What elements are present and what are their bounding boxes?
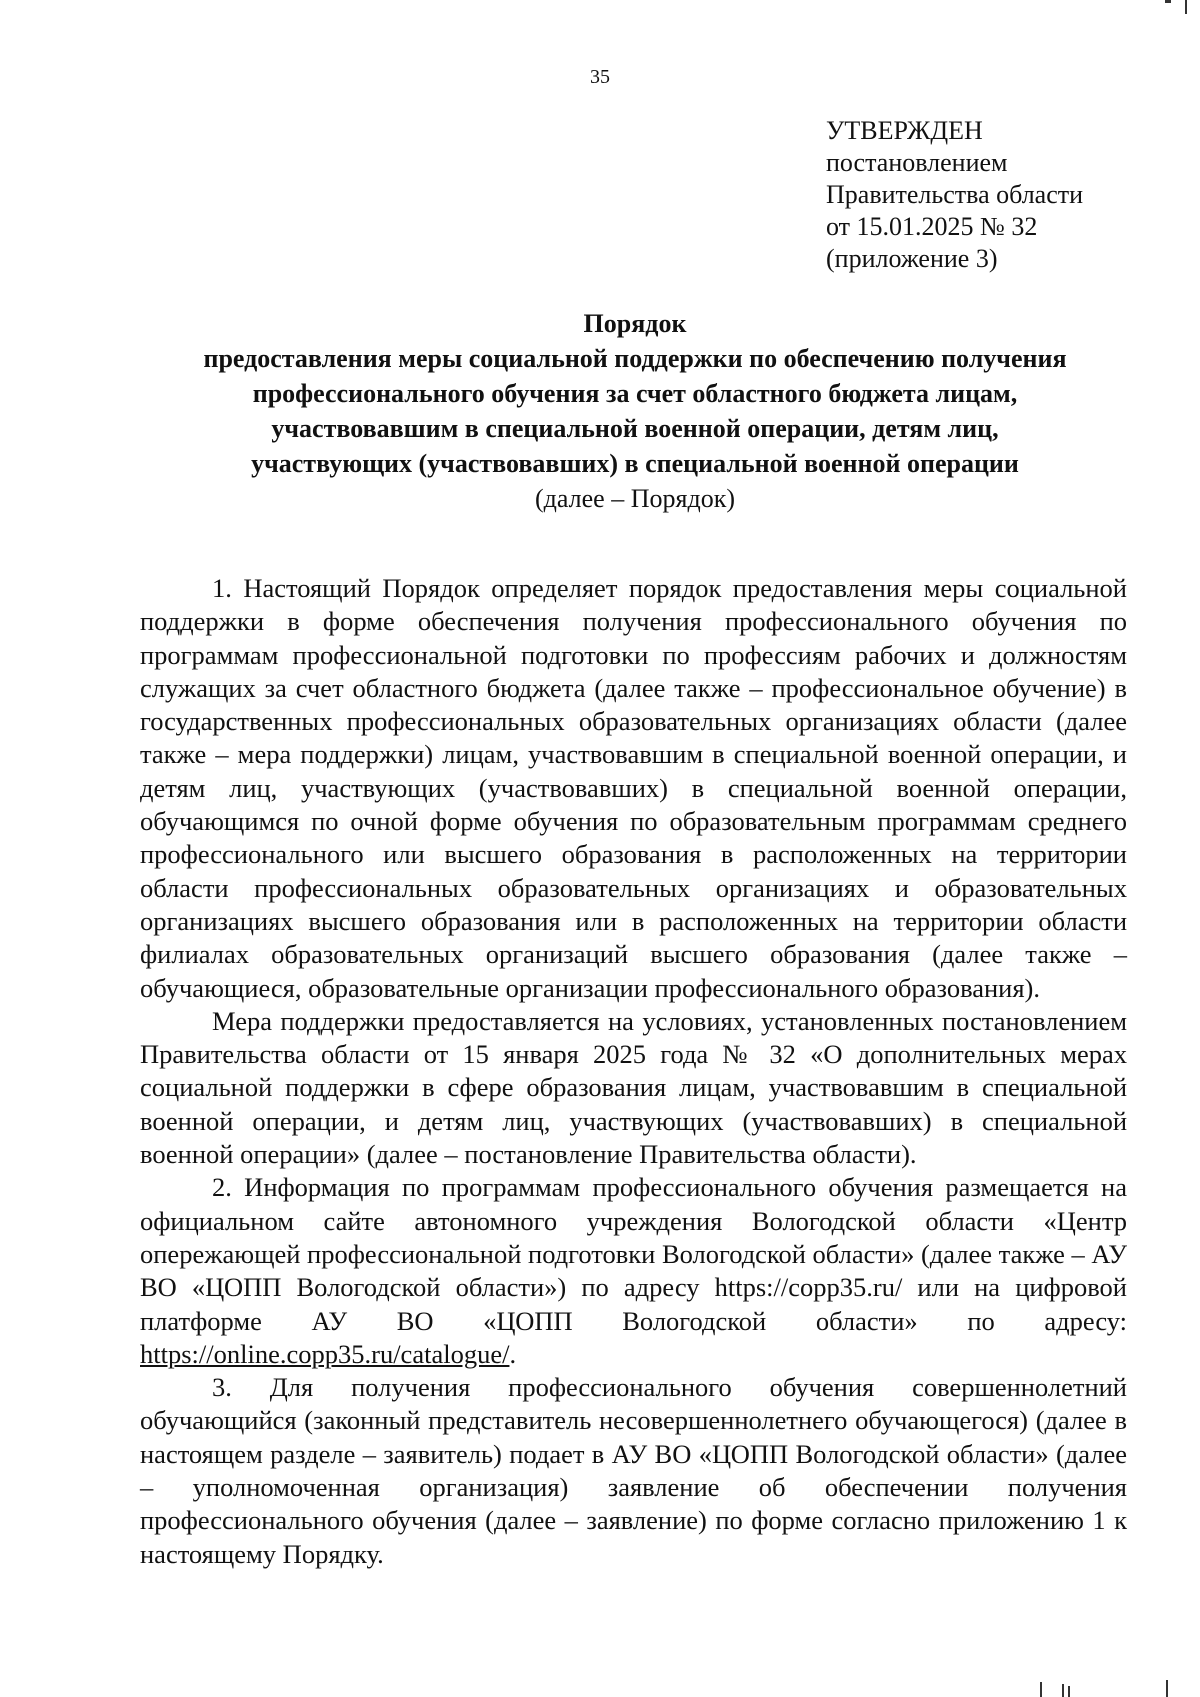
scan-artifact — [1165, 0, 1171, 3]
title-line: предоставления меры социальной поддержки по обеспечению получения — [203, 344, 1067, 373]
title-line: участвующих (участвовавших) в специальной военной операции — [251, 449, 1019, 478]
paragraph-3 — [140, 1171, 1127, 1371]
scan-artifact — [1062, 1684, 1064, 1697]
paragraph-4: 3. Для получения профессионального обучения совершеннолетний обучающийся (законный представитель несовершеннолетнего обучающегося) (далее в настоящем разделе – заявитель) подает в АУ ВО «ЦОПП Вологодской области» (далее – уполномоченная организация) заявление об обеспечении получения профессионального обучения (далее – заявление) по форме согласно приложению 1 к настоящему Порядку. — [140, 1372, 1127, 1569]
scan-artifact — [1166, 1680, 1168, 1697]
approval-line: (приложение 3) — [826, 244, 998, 273]
page-number: 35 — [590, 66, 610, 88]
title-line: профессионального обучения за счет областного бюджета лицам, — [252, 379, 1018, 408]
paragraph-1: 1. Настоящий Порядок определяет порядок предоставления меры социальной поддержки в форме обеспечения получения профессионального обучения по программам профессиональной подготовки по профессиям рабочих и должностям служащих за счет областного бюджета (далее также – профессиональное обучение) в государственных профессиональных образовательных организациях области (далее также – мера поддержки) лицам, участвовавшим в специальной военной операции, и детям лиц, участвующих (участвовавших) в специальной военной операции, обучающимся по очной форме обучения по образовательным программам среднего профессионального или высшего образования в расположенных на территории области профессиональных образовательных организациях и образовательных организациях высшего образования или в расположенных на территории области филиалах образовательных организаций высшего образования (далее также – обучающиеся, образовательные организации профессионального образования). — [140, 573, 1127, 1003]
approval-line: от 15.01.2025 № 32 — [826, 212, 1038, 241]
catalogue-link[interactable]: https://online.copp35.ru/catalogue/ — [140, 1338, 510, 1369]
document-body — [140, 572, 1127, 1571]
scan-artifact — [1068, 1686, 1070, 1697]
scan-artifact — [1185, 0, 1187, 14]
title-heading: Порядок — [583, 309, 687, 338]
approval-line: постановлением — [826, 148, 1008, 177]
title-line: участвовавшим в специальной военной операции, детям лиц, — [271, 414, 999, 443]
approval-stamp-block — [826, 115, 1083, 275]
scan-artifact — [1040, 1682, 1042, 1697]
document-title — [130, 306, 1140, 516]
title-subtitle: (далее – Порядок) — [535, 484, 735, 513]
paragraph-2: Мера поддержки предоставляется на условиях, установленных постановлением Правительства области от 15 января 2025 года № 32 «О дополнительных мерах социальной поддержки в сфере образования лицам, участвовавшим в специальной военной операции, и детям лиц, участвующих (участвовавших) в специальной военной операции» (далее – постановление Правительства области). — [140, 1005, 1127, 1170]
paragraph-3-text: 2. Информация по программам профессионального обучения размещается на официальном сайте автономного учреждения Вологодской области «Центр опережающей профессиональной подготовки Вологодской области» (далее также – АУ ВО «ЦОПП Вологодской области») по адресу https://copp35.ru/ или на цифровой платформе АУ ВО «ЦОПП Вологодской области» по адресу: — [140, 1172, 1127, 1336]
approval-line: Правительства области — [826, 180, 1084, 209]
approval-line: УТВЕРЖДЕН — [826, 116, 983, 145]
paragraph-3-end: . — [509, 1338, 517, 1369]
